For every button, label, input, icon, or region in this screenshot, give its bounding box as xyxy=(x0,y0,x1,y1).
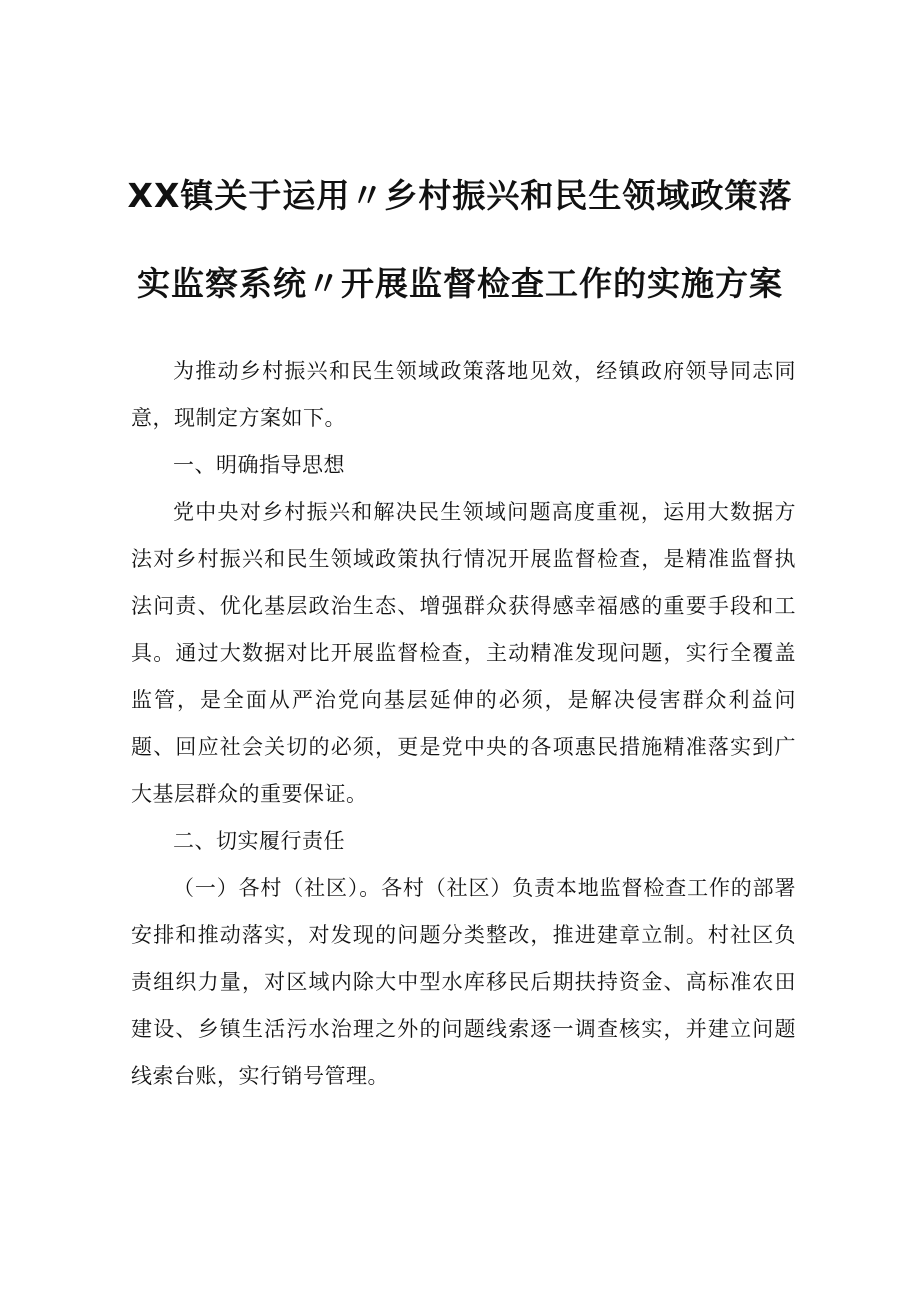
section-heading-guiding-thought: 一、明确指导思想 xyxy=(173,453,345,477)
document-body xyxy=(131,348,796,1100)
document-title-line-2: 实监察系统〃开展监督检查工作的实施方案 xyxy=(137,264,783,303)
section-heading-responsibility: 二、切实履行责任 xyxy=(173,829,345,853)
document-title-line-1: XX镇关于运用〃乡村振兴和民生领域政策落 xyxy=(127,176,793,215)
guiding-thought-paragraph: 党中央对乡村振兴和解决民生领域问题高度重视，运用大数据方法对乡村振兴和民生领域政策执行情况开展监督检查，是精准监督执法问责、优化基层政治生态、增强群众获得感幸福感的重要手段和工具。通过大数据对比开展监督检查，主动精准发现问题，实行全覆盖监管，是全面从严治党向基层延伸的必须，是解决侵害群众利益问题、回应社会关切的必须，更是党中央的各项惠民措施精准落实到广大基层群众的重要保证。 xyxy=(131,500,796,806)
intro-paragraph: 为推动乡村振兴和民生领域政策落地见效，经镇政府领导同志同意，现制定方案如下。 xyxy=(131,359,796,430)
village-responsibility-paragraph: （一）各村（社区）。各村（社区）负责本地监督检查工作的部署安排和推动落实，对发现的问题分类整改，推进建章立制。村社区负责组织力量，对区域内除大中型水库移民后期扶持资金、高标准农田建设、乡镇生活污水治理之外的问题线索逐一调查核实，并建立问题线索台账，实行销号管理。 xyxy=(131,876,796,1088)
